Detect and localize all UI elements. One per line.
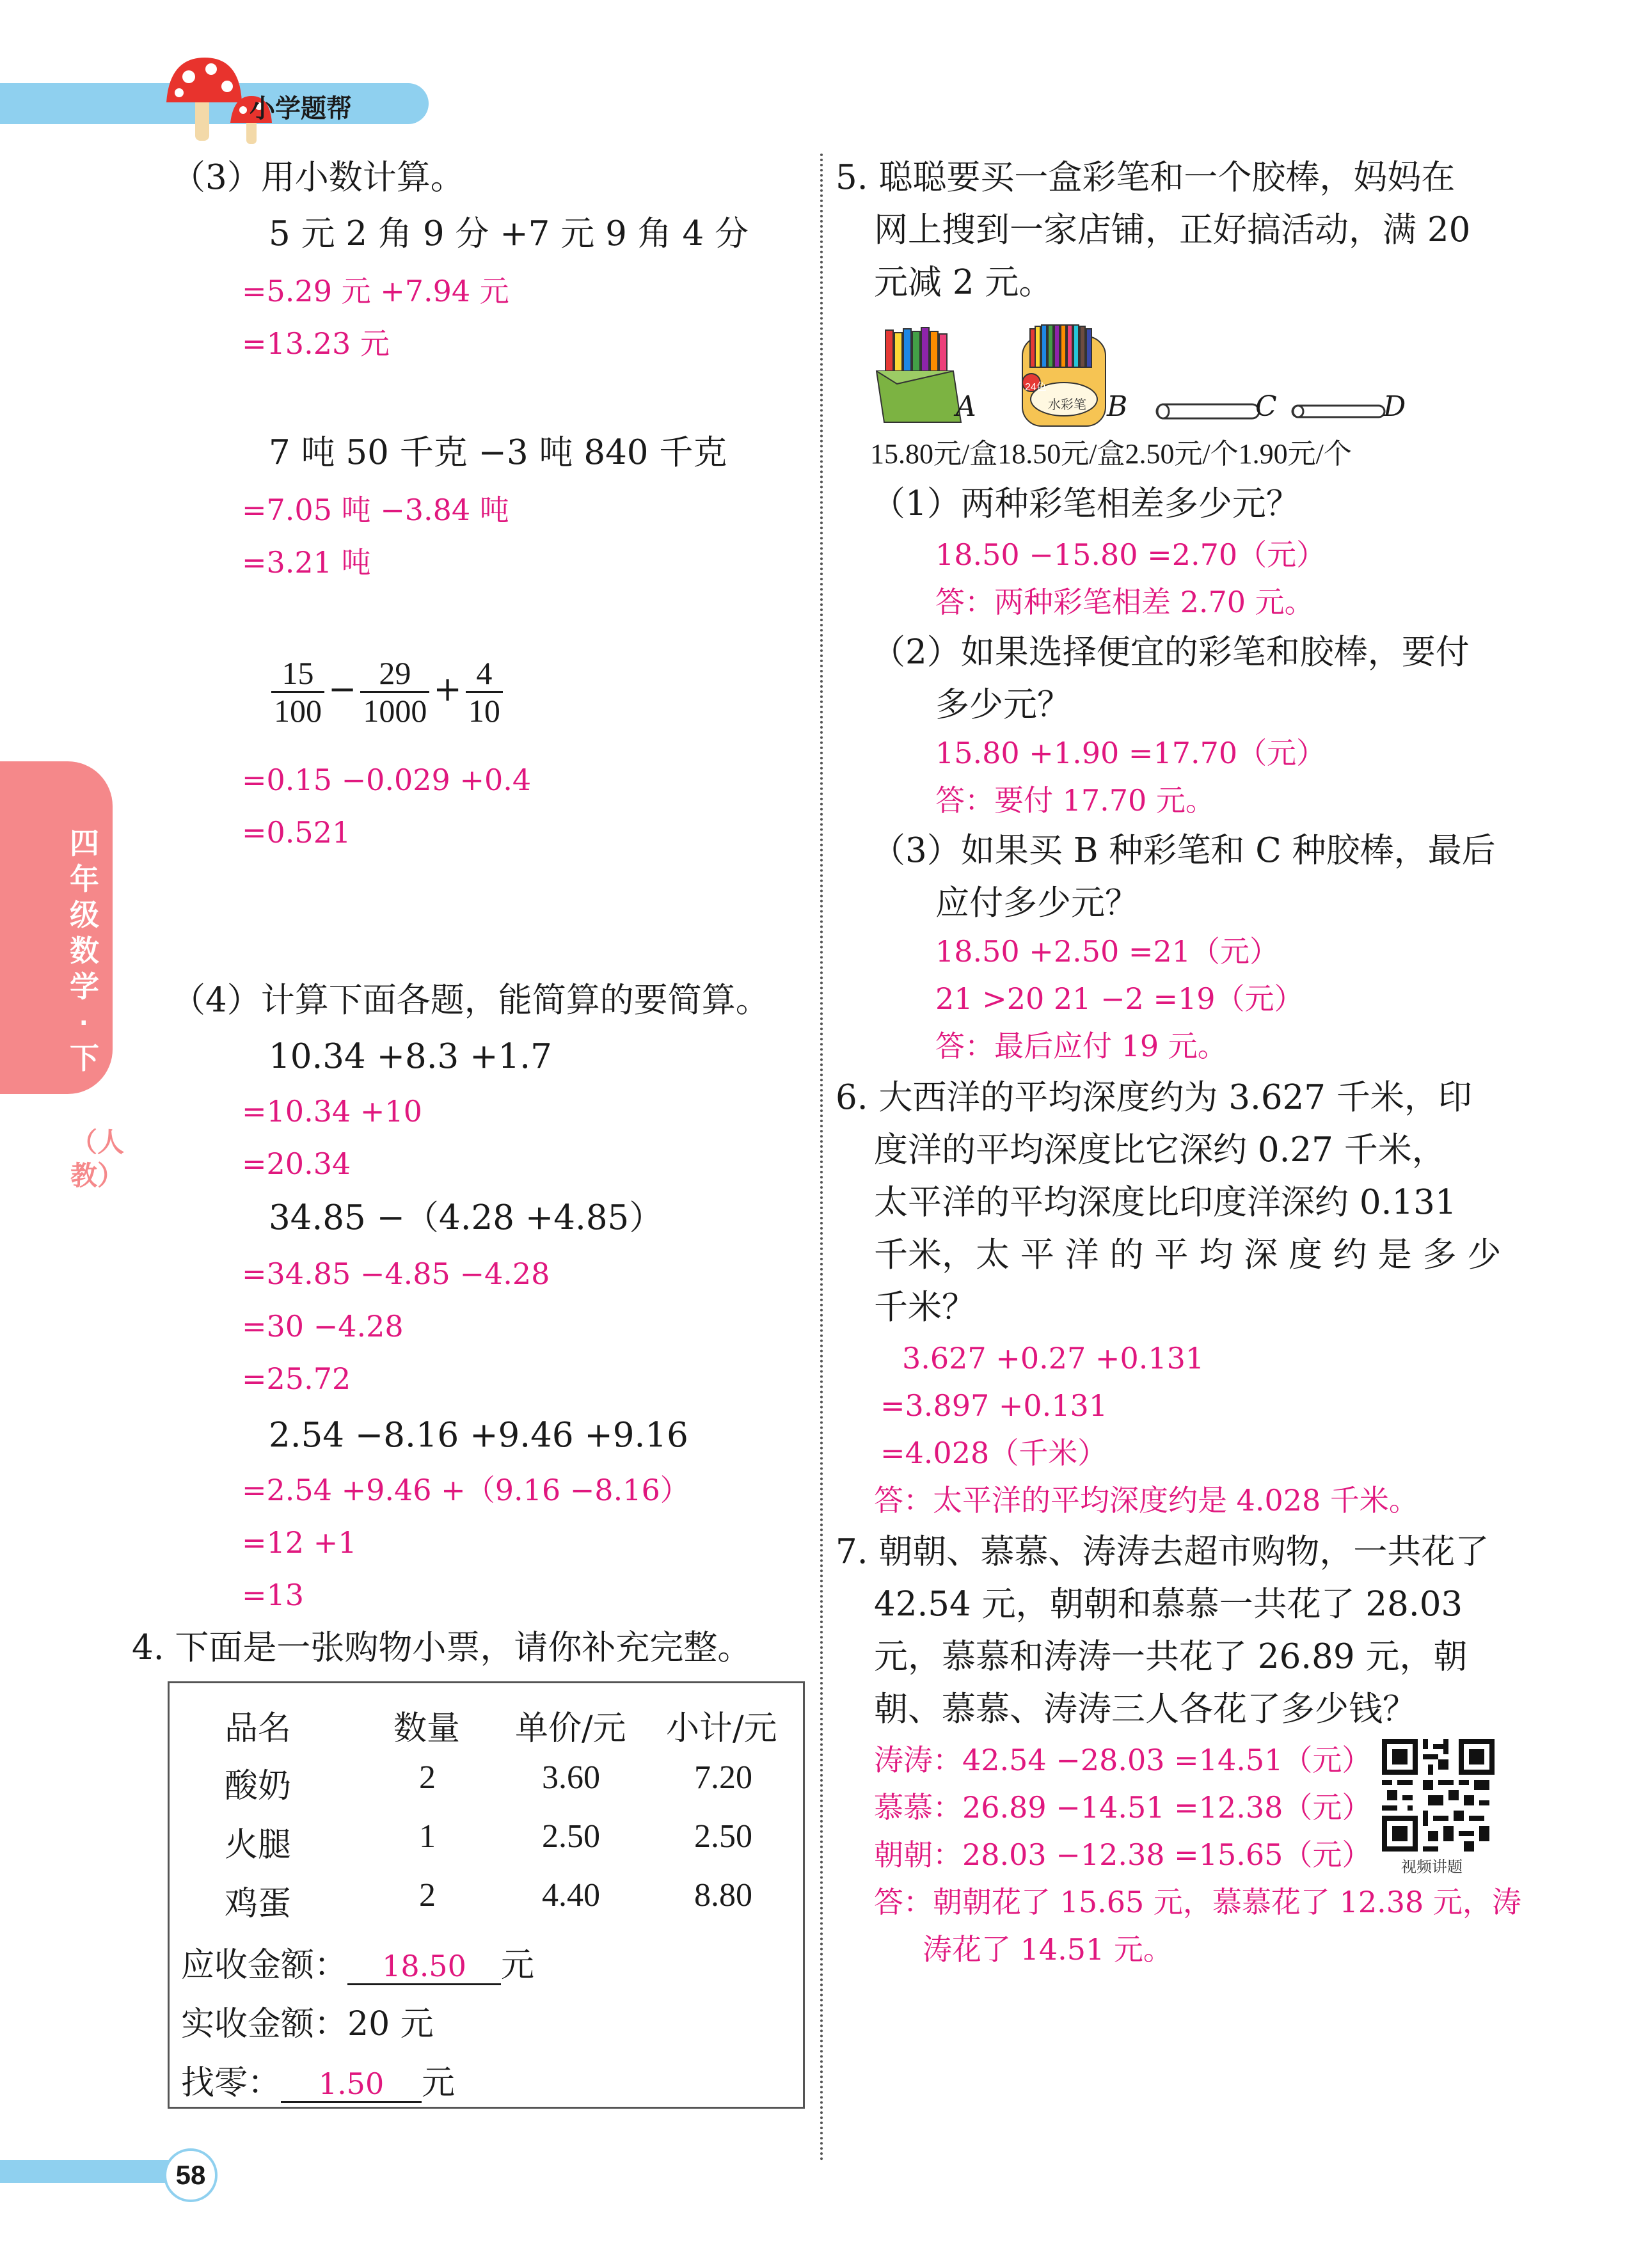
receipt-due-line [181,1938,534,1986]
q5-line-1: 5. 聪聪要买一盒彩笔和一个胶棒，妈妈在 [836,158,1456,197]
q3-expression-3 [267,655,507,729]
q6-line-5: 千米？ [874,1288,976,1327]
receipt-row-2-price: 2.50 [542,1818,600,1855]
glue-stick-c-image [1150,399,1265,425]
q5-part-3-line-2: 应付多少元？ [935,884,1139,923]
q3-answer-3-step-1: =0.15 −0.029 +0.4 [242,763,532,797]
q3-answer-2-step-2: =3.21 吨 [242,545,371,580]
q5-part-2-conclusion: 答：要付 17.70 元。 [935,783,1215,818]
q5-part-3-answer-1: 18.50 +2.50 =21（元） [935,934,1279,969]
q4-expression-1: 10.34 +8.3 +1.7 [269,1037,552,1076]
q5-line-2: 网上搜到一家店铺，正好搞活动，满 20 [874,210,1471,250]
receipt-row-1-qty: 2 [419,1759,436,1796]
qr-code-icon[interactable] [1382,1739,1495,1852]
fraction-3-numerator: 4 [476,655,493,691]
q7-line-4: 朝、慕慕、涛涛三人各花了多少钱？ [874,1690,1416,1729]
q5-part-1: （1）两种彩笔相差多少元？ [871,484,1300,523]
q4-answer-1-step-1: =10.34 +10 [242,1094,422,1129]
receipt-header-subtotal: 小计/元 [666,1709,777,1748]
fraction-3-denominator: 10 [466,691,503,729]
q6-line-1: 6. 大西洋的平均深度约为 3.627 千米，印 [836,1078,1472,1117]
receipt-row-3-subtotal: 8.80 [694,1877,752,1914]
fraction-1-numerator: 15 [282,655,314,691]
q6-answer-step-3: =4.028（千米） [880,1436,1107,1470]
fraction-2-numerator: 29 [379,655,411,691]
q7-line-1: 7. 朝朝、慕慕、涛涛去超市购物，一共花了 [836,1532,1489,1571]
pencil-box-a-image [871,326,967,429]
price-list: 15.80元/盒18.50元/盒2.50元/个1.90元/个 [870,438,1352,470]
receipt-paid-line: 实收金额：20 元 [181,2005,434,2043]
receipt-row-1-subtotal: 7.20 [694,1759,752,1796]
q7-conclusion-line-2: 涛花了 14.51 元。 [923,1932,1173,1967]
fraction-2 [360,655,429,729]
q6-conclusion: 答：太平洋的平均深度约是 4.028 千米。 [874,1483,1418,1518]
q5-part-1-conclusion: 答：两种彩笔相差 2.70 元。 [935,585,1314,619]
receipt-question: 4. 下面是一张购物小票，请你补充完整。 [132,1628,752,1667]
side-tab-grade: 四年级数学·下 [70,827,99,1075]
receipt-row-1-name: 酸奶 [225,1767,292,1805]
q4-answer-3-step-2: =12 +1 [242,1525,357,1560]
receipt-change-label: 找零： [181,2064,282,2102]
q4-expression-2: 34.85 −（4.28 +4.85） [269,1198,663,1237]
q6-answer-step-1: 3.627 +0.27 +0.131 [902,1341,1205,1376]
q5-part-1-answer: 18.50 −15.80 =2.70（元） [935,537,1326,572]
receipt-change-line [181,2056,455,2104]
receipt-row-2-name: 火腿 [225,1826,292,1864]
q3-e3-minus: − [328,670,357,709]
item-label-d: D [1383,390,1406,423]
q6-line-3: 太平洋的平均深度比印度洋深约 0.131 [874,1183,1457,1222]
q7-line-3: 元，慕慕和涛涛一共花了 26.89 元，朝 [874,1637,1468,1676]
q7-conclusion-line-1: 答：朝朝花了 15.65 元，慕慕花了 12.38 元，涛 [874,1885,1521,1919]
side-tab-edition: （人教） [70,1127,125,1191]
item-label-a: A [956,390,976,423]
receipt-change-value: 1.50 [281,2066,422,2103]
fraction-1 [271,655,324,729]
receipt-row-1-price: 3.60 [542,1759,600,1796]
qr-caption: 视频讲题 [1401,1858,1463,1876]
q7-answer-2: 慕慕：26.89 −14.51 =12.38（元） [874,1790,1372,1825]
q5-line-3: 元减 2 元。 [874,263,1053,302]
q7-answer-3: 朝朝：28.03 −12.38 =15.65（元） [874,1837,1372,1872]
receipt-row-2-qty: 1 [419,1818,436,1855]
receipt-table [168,1681,805,2109]
q7-answer-1: 涛涛：42.54 −28.03 =14.51（元） [874,1743,1372,1777]
q3-answer-1-step-1: =5.29 元 +7.94 元 [242,274,509,308]
q4-answer-2-step-3: =25.72 [242,1361,351,1396]
marker-box-text: 水彩笔 [1048,397,1086,412]
q4-heading: （4）计算下面各题，能简算的要简算。 [171,981,770,1020]
fraction-1-denominator: 100 [271,691,324,729]
q5-part-3-line-1: （3）如果买 B 种彩笔和 C 种胶棒，最后 [871,831,1496,870]
q5-part-2-line-2: 多少元？ [935,685,1071,724]
item-label-b: B [1107,390,1128,423]
q6-line-2: 度洋的平均深度比它深约 0.27 千米， [874,1130,1446,1170]
q4-answer-1-step-2: =20.34 [242,1146,351,1181]
receipt-row-2-subtotal: 2.50 [694,1818,752,1855]
q4-expression-3: 2.54 −8.16 +9.46 +9.16 [269,1416,688,1455]
q4-answer-2-step-1: =34.85 −4.85 −4.28 [242,1257,550,1291]
q3-answer-2-step-1: =7.05 吨 −3.84 吨 [242,493,509,527]
receipt-due-value: 18.50 [347,1949,501,1985]
page-number: 58 [164,2148,218,2202]
receipt-due-unit: 元 [501,1946,535,1985]
header-title: 小学题帮 [250,95,352,123]
receipt-due-label: 应收金额： [181,1946,348,1985]
q5-part-2-answer: 15.80 +1.90 =17.70（元） [935,736,1326,770]
fraction-2-denominator: 1000 [360,691,429,729]
receipt-header-name: 品名 [225,1709,292,1748]
q3-answer-1-step-2: =13.23 元 [242,326,390,361]
q5-part-3-conclusion: 答：最后应付 19 元。 [935,1029,1227,1063]
q4-answer-3-step-3: =13 [242,1578,305,1612]
q6-answer-step-2: =3.897 +0.131 [880,1388,1108,1423]
receipt-header-qty: 数量 [393,1709,461,1748]
receipt-row-3-qty: 2 [419,1877,436,1914]
glue-stick-d-image [1287,400,1390,424]
q3-heading: （3）用小数计算。 [171,158,464,197]
marker-box-b-image [1016,324,1112,432]
q6-line-4: 千米，太 平 洋 的 平 均 深 度 约 是 多 少 [874,1235,1502,1274]
receipt-row-3-price: 4.40 [542,1877,600,1914]
q3-expression-1: 5 元 2 角 9 分 +7 元 9 角 4 分 [269,214,749,253]
receipt-row-3-name: 鸡蛋 [225,1885,292,1923]
receipt-header-price: 单价/元 [515,1709,626,1748]
q5-part-3-answer-2: 21 >20 21 −2 =19（元） [935,981,1304,1016]
item-label-c: C [1255,390,1277,423]
q4-answer-3-step-1: =2.54 +9.46 +（9.16 −8.16） [242,1473,690,1507]
column-divider [820,154,823,2162]
q3-e3-plus: + [433,670,462,709]
q3-expression-2: 7 吨 50 千克 −3 吨 840 千克 [269,433,727,472]
q7-line-2: 42.54 元，朝朝和慕慕一共花了 28.03 [874,1585,1463,1624]
q4-answer-2-step-2: =30 −4.28 [242,1309,404,1344]
q5-part-2-line-1: （2）如果选择便宜的彩笔和胶棒，要付 [871,633,1470,672]
q3-answer-3-step-2: =0.521 [242,815,351,850]
receipt-change-unit: 元 [422,2064,456,2102]
marker-box-tag: 24色 [1025,382,1047,393]
fraction-3 [466,655,503,729]
